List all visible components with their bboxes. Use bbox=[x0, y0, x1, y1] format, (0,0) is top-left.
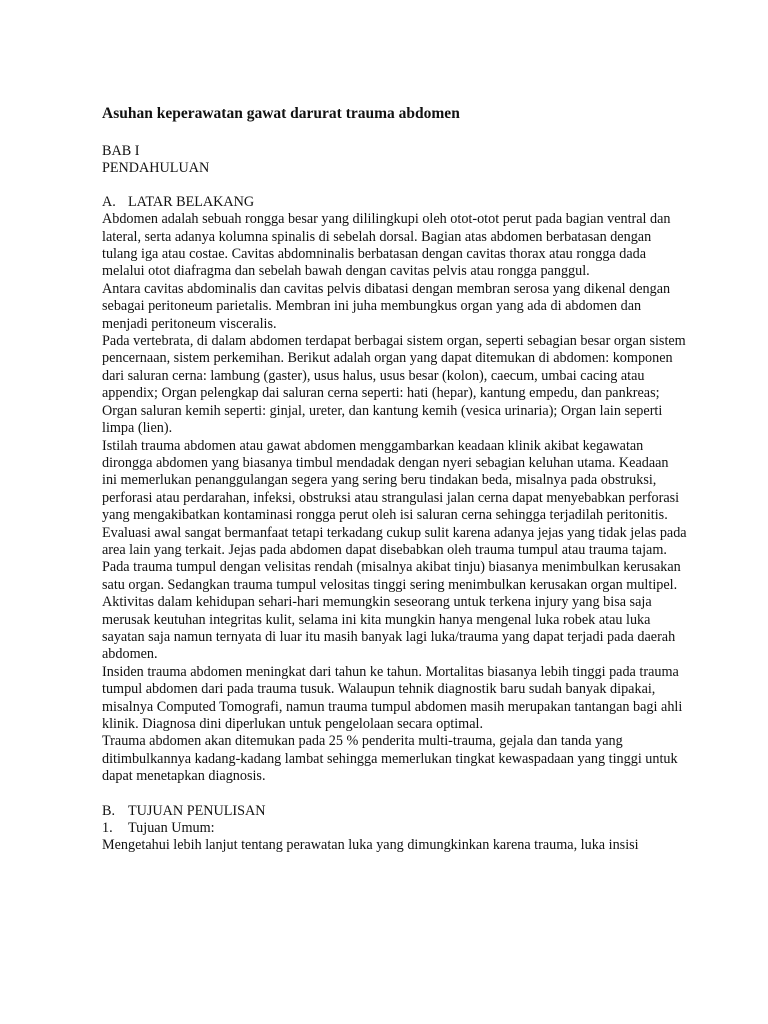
paragraph: Abdomen adalah sebuah rongga besar yang dililingkupi oleh otot-otot perut pada bagian ventral dan lateral, serta adanya kolumna spinalis di sebelah dorsal. Bagian atas abdomen berbatasan dengan tulang iga atau costae. Cavitas abdomninalis berbatasan dengan cavitas thorax atau rongga dada melalui otot diafragma dan sebelah bawah dengan cavitas pelvis atau rongga panggul. bbox=[102, 211, 671, 280]
paragraph: Antara cavitas abdominalis dan cavitas pelvis dibatasi dengan membran serosa yang dikenal dengan sebagai peritoneum parietalis. Membran ini juha membungkus organ yang ada di abdomen dan menjadi peritoneum visceralis. bbox=[102, 280, 671, 332]
section-a-title: LATAR BELAKANG bbox=[128, 193, 255, 210]
chapter-title: PENDAHULUAN bbox=[102, 160, 210, 177]
subsection-heading bbox=[102, 820, 687, 837]
paragraph: Istilah trauma abdomen atau gawat abdomen menggambarkan keadaan klinik akibat kegawatan dirongga abdomen yang biasanya timbul mendadak dengan nyeri sebagian keluhan utama. Keadaan ini memerlukan penanggulangan segera yang sering beru tindakan beda, misalnya pada obstruksi, perforasi atau perdarahan, infeksi, obstruksi atau strangulasi jalan cerna dapat menyebabkan perforasi yang mengakibatkan kontaminasi rongga perut oleh isi saluran cerna sehingga terjadilah peritonitis. bbox=[102, 437, 680, 524]
paragraph: Evaluasi awal sangat bermanfaat tetapi terkadang cukup sulit karena adanya jejas yang tidak jelas pada area lain yang terkait. Jejas pada abdomen dapat disebabkan oleh trauma tumpul atau trauma tajam. Pada trauma tumpul dengan velisitas rendah (misalnya akibat tinju) biasanya menimbulkan kerusakan satu organ. Sedangkan trauma tumpul velositas tinggi sering menimbulkan kerusakan organ multipel. bbox=[102, 524, 687, 593]
section-b-heading bbox=[102, 803, 687, 820]
paragraph: Trauma abdomen akan ditemukan pada 25 % penderita multi-trauma, gejala dan tanda yang ditimbulkannya kadang-kadang lambat sehingga memerlukan tingkat kewaspadaan yang tinggi untuk dapat menetapkan diagnosis. bbox=[102, 733, 678, 785]
paragraph: Aktivitas dalam kehidupan sehari-hari memungkin seseorang untuk terkena injury yang bisa saja merusak keutuhan integritas kulit, selama ini kita mungkin hanya mengenal luka robek atau luka sayatan saja namun ternyata di luar itu masih banyak lagi luka/trauma yang dapat terjadi pada daerah abdomen. bbox=[102, 594, 676, 663]
section-a-heading bbox=[102, 194, 687, 211]
section-a-number: A. bbox=[102, 193, 116, 210]
subsection-title: Tujuan Umum: bbox=[128, 820, 215, 837]
subsection-number: 1. bbox=[102, 820, 113, 837]
document-title: Asuhan keperawatan gawat darurat trauma abdomen bbox=[102, 105, 460, 122]
chapter-number: BAB I bbox=[102, 143, 140, 159]
paragraph: Mengetahui lebih lanjut tentang perawatan luka yang dimungkinkan karena trauma, luka insisi bbox=[102, 837, 639, 854]
paragraph: Insiden trauma abdomen meningkat dari tahun ke tahun. Mortalitas biasanya lebih tinggi pada trauma tumpul abdomen dari pada trauma tusuk. Walaupun tehnik diagnostik baru sudah banyak dipakai, misalnya Computed Tomografi, namun trauma tumpul abdomen masih merupakan tantangan bagi ahli klinik. Diagnosa dini diperlukan untuk pengelolaan secara optimal. bbox=[102, 663, 683, 732]
section-b-number: B. bbox=[102, 802, 116, 819]
document-page bbox=[102, 104, 687, 855]
section-b-title: TUJUAN PENULISAN bbox=[128, 802, 266, 819]
spacer bbox=[102, 786, 687, 803]
chapter-heading bbox=[102, 143, 687, 178]
paragraph: Pada vertebrata, di dalam abdomen terdapat berbagai sistem organ, seperti sebagian besar organ sistem pencernaan, sistem perkemihan. Berikut adalah organ yang dapat ditemukan di abdomen: komponen dari saluran cerna: lambung (gaster), usus halus, usus besar (kolon), caecum, umbai cacing atau appendix; Organ pelengkap dai saluran cerna seperti: hati (hepar), kantung empedu, dan pankreas; Organ saluran kemih seperti: ginjal, ureter, dan kantung kemih (vesica urinaria); Organ lain seperti limpa (lien). bbox=[102, 333, 686, 437]
